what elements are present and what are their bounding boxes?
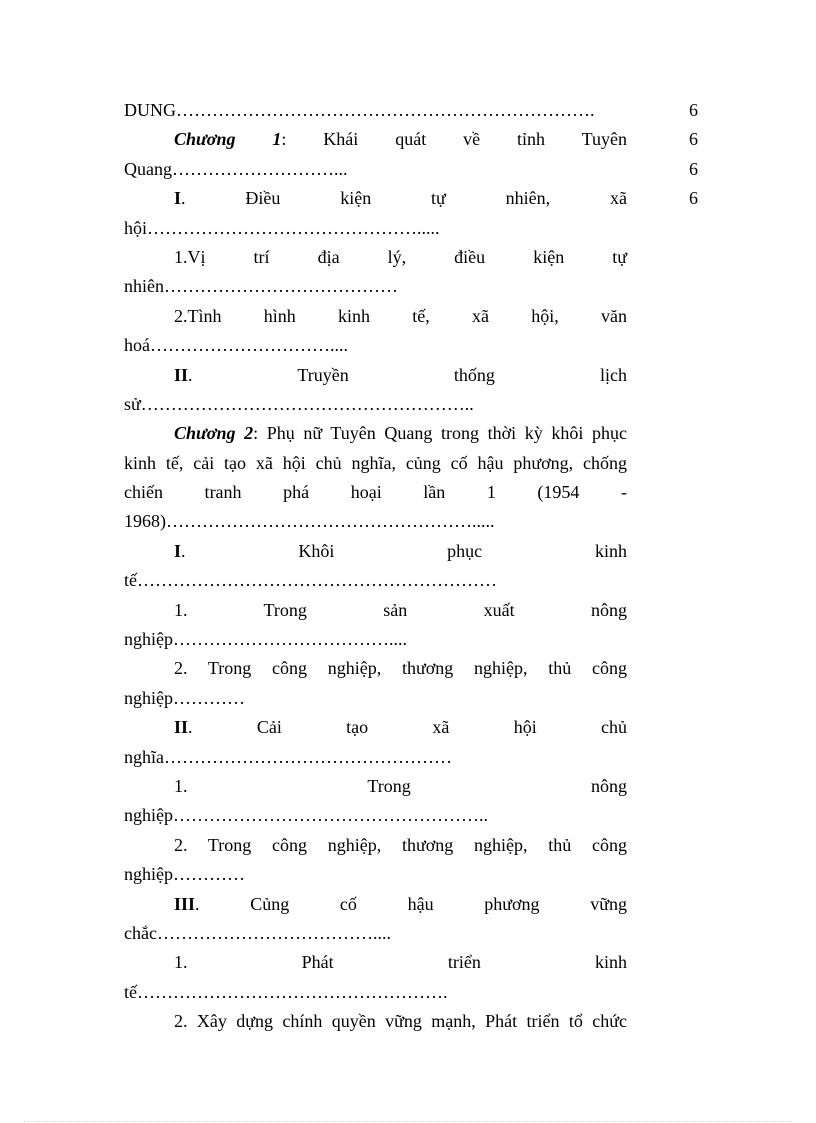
- section-title: . Củng cố hậu phương vững: [195, 893, 627, 914]
- toc-line: Quang………………………...: [124, 158, 348, 179]
- toc-line: kinh tế, cải tạo xã hội chủ nghĩa, củng cố hậu phương, chống: [124, 452, 627, 473]
- toc-section-heading: [124, 184, 627, 213]
- page-number: 6: [689, 129, 698, 150]
- page-number: 6: [689, 158, 698, 179]
- toc-subsection: 2.Tình hình kinh tế, xã hội, văn: [174, 305, 627, 326]
- toc-chapter-2-heading: [124, 419, 627, 448]
- toc-line: sử………………………………………………..: [124, 393, 474, 414]
- section-title: . Truyền thống lịch: [188, 364, 627, 385]
- table-of-contents: [124, 96, 627, 1037]
- page-bottom-rule: [24, 1121, 792, 1122]
- section-numeral: III: [174, 893, 196, 914]
- section-numeral: I: [174, 188, 182, 209]
- toc-line: chiến tranh phá hoại lần 1 (1954 -: [124, 482, 627, 503]
- chapter-label: Chương 1: [174, 129, 282, 150]
- section-numeral: II: [174, 364, 189, 385]
- page-number: 6: [689, 188, 698, 209]
- toc-section-heading: [124, 361, 627, 390]
- toc-line: nghiệp………………………………....: [124, 629, 407, 650]
- toc-line: 1968)…………………………………………….....: [124, 511, 495, 532]
- chapter-title: : Khái quát về tỉnh Tuyên: [281, 129, 627, 150]
- toc-line: tế…………………………………………….: [124, 981, 448, 1002]
- toc-line: hội……………………………………….....: [124, 217, 440, 238]
- toc-subsection: 1.Vị trí địa lý, điều kiện tự: [174, 246, 627, 267]
- toc-line: nghĩa…………………………………………: [124, 746, 452, 767]
- toc-section-heading: [124, 890, 627, 919]
- section-title: . Cải tạo xã hội chủ: [188, 717, 627, 738]
- toc-line: nghiệp…………: [124, 864, 245, 885]
- toc-section-heading: [124, 713, 627, 742]
- toc-line: tế……………………………………………………: [124, 570, 497, 591]
- toc-line: nhiên…………………………………: [124, 276, 398, 297]
- toc-line: nghiệp……………………………………………..: [124, 805, 488, 826]
- section-numeral: I: [174, 540, 182, 561]
- toc-line: nghiệp…………: [124, 687, 245, 708]
- toc-subsection: 2. Trong công nghiệp, thương nghiệp, thủ công: [174, 834, 627, 855]
- toc-subsection: 1. Phát triển kinh: [174, 952, 627, 973]
- toc-subsection: 1. Trong sản xuất nông: [174, 599, 627, 620]
- toc-chapter-1-heading: [124, 125, 627, 154]
- chapter-label: Chương 2: [174, 423, 254, 444]
- chapter-title: : Phụ nữ Tuyên Quang trong thời kỳ khôi phục: [253, 423, 627, 444]
- toc-subsection: 2. Xây dựng chính quyền vững mạnh, Phát triển tổ chức: [174, 1011, 627, 1032]
- section-title: . Điều kiện tự nhiên, xã: [181, 188, 627, 209]
- section-title: . Khôi phục kinh: [181, 540, 627, 561]
- toc-line: DUNG…………………………………………………………….: [124, 100, 595, 120]
- toc-line: chắc………………………………....: [124, 922, 391, 943]
- toc-line: hoá…………………………....: [124, 335, 348, 356]
- page-number: 6: [689, 100, 698, 120]
- toc-section-heading: [124, 537, 627, 566]
- toc-subsection: 1. Trong nông: [174, 775, 627, 796]
- section-numeral: II: [174, 717, 189, 738]
- toc-subsection: 2. Trong công nghiệp, thương nghiệp, thủ công: [174, 658, 627, 679]
